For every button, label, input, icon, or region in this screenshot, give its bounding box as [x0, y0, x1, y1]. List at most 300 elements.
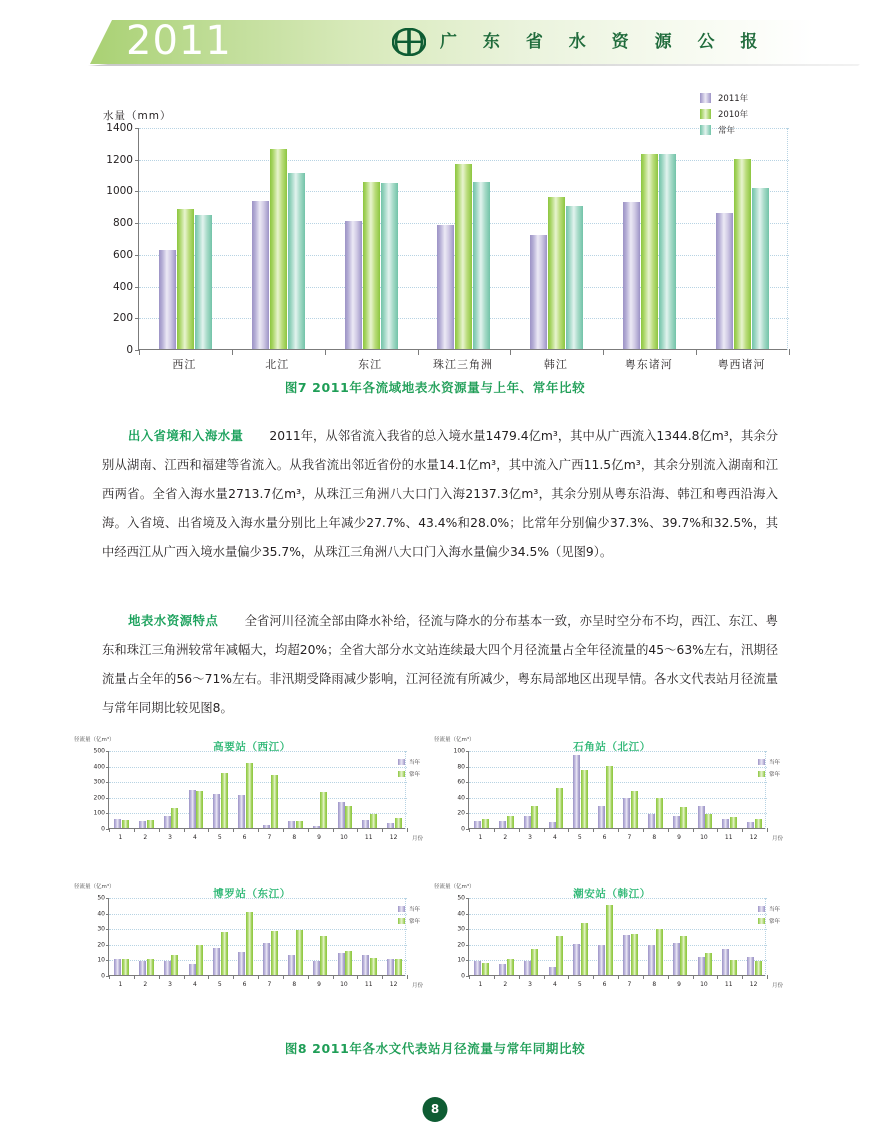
- subchart-bar: [288, 955, 295, 975]
- subchart-bar: [581, 923, 588, 975]
- subchart-y-tick-label: 50: [97, 894, 105, 902]
- subchart-legend-item: [758, 757, 780, 766]
- subchart-x-tick: [333, 828, 334, 832]
- subchart-bar: [673, 943, 680, 975]
- subchart-x-tick: [717, 828, 718, 832]
- subchart-legend-swatch: [758, 918, 765, 924]
- paragraph-surface-water-features: [102, 607, 778, 723]
- subchart-legend-label: 当年: [408, 759, 420, 766]
- subchart-boluo: [72, 882, 432, 1000]
- subchart-bar-group: [333, 750, 358, 828]
- subchart-bar-group: [184, 750, 209, 828]
- subchart-x-tick: [618, 828, 619, 832]
- subchart-x-label: 7: [267, 981, 272, 988]
- subchart-x-tick: [283, 828, 284, 832]
- subchart-x-label: 10: [340, 981, 348, 988]
- subchart-x-tick: [208, 828, 209, 832]
- subchart-x-label: 12: [749, 834, 758, 841]
- subchart-bar-group: [208, 750, 233, 828]
- subchart-x-tick: [233, 975, 234, 979]
- subchart-x-tick: [643, 828, 644, 832]
- subchart-bar: [221, 932, 228, 975]
- fig7-bar-group: [139, 127, 232, 349]
- subchart-bar: [598, 945, 605, 975]
- subchart-bar: [531, 806, 538, 828]
- subchart-bar-group: [134, 750, 159, 828]
- fig7-x-tick: [232, 349, 233, 355]
- subchart-title: 高要站（西江）: [213, 741, 291, 753]
- subchart-bar: [549, 822, 556, 828]
- fig7-legend-item: [700, 123, 748, 136]
- subchart-bar: [499, 821, 506, 828]
- subchart-x-label: 12: [389, 834, 398, 841]
- subchart-bar: [722, 949, 729, 975]
- subchart-bar: [673, 816, 680, 828]
- fig7-bar: [752, 188, 769, 349]
- subchart-x-label: 6: [242, 981, 247, 988]
- subchart-bar: [631, 934, 638, 975]
- fig7-bar: [548, 197, 565, 349]
- subchart-bar: [171, 808, 178, 828]
- fig7-bar-group: [510, 127, 603, 349]
- subchart-bar: [122, 959, 129, 975]
- subchart-bar-group: [618, 750, 643, 828]
- subchart-y-tick-label: 300: [93, 778, 105, 786]
- subchart-gaoyao: [72, 735, 432, 853]
- subchart-x-tick: [469, 975, 470, 979]
- subchart-bar: [648, 814, 655, 828]
- subchart-x-label: 11: [364, 981, 373, 988]
- subchart-x-label: 5: [217, 834, 222, 841]
- fig7-legend-swatch: [700, 125, 711, 135]
- subchart-legend-swatch: [758, 906, 765, 912]
- subchart-bar: [705, 814, 712, 828]
- subchart-bar: [370, 814, 377, 828]
- subchart-x-tick: [544, 975, 545, 979]
- fig7-bar: [734, 159, 751, 349]
- subchart-bar: [598, 806, 605, 828]
- subchart-bar-group: [233, 897, 258, 975]
- fig7-x-label: 粤西诸河: [717, 358, 766, 371]
- subchart-bar-group: [593, 750, 618, 828]
- subchart-bar: [345, 806, 352, 828]
- subchart-bar-group: [494, 897, 519, 975]
- subchart-x-label: 5: [577, 981, 582, 988]
- subchart-x-label: 8: [652, 834, 657, 841]
- subchart-bar: [623, 935, 630, 975]
- subchart-x-label: 8: [292, 981, 297, 988]
- subchart-bar-group: [159, 750, 184, 828]
- subchart-bar: [656, 929, 663, 975]
- subchart-bar-group: [283, 750, 308, 828]
- subchart-bar: [164, 961, 171, 975]
- subchart-bar: [139, 961, 146, 975]
- subchart-bar-group: [357, 897, 382, 975]
- subchart-x-label: 1: [478, 981, 483, 988]
- fig7-x-tick: [510, 349, 511, 355]
- subchart-bar: [221, 773, 228, 828]
- fig7-legend-swatch: [700, 109, 711, 119]
- subchart-bar-group: [618, 897, 643, 975]
- subchart-legend-label: 当年: [768, 759, 780, 766]
- subchart-x-tick: [357, 975, 358, 979]
- fig7-y-tick-label: 600: [112, 248, 133, 261]
- subchart-bar: [747, 957, 754, 975]
- fig7-bar-group: [696, 127, 789, 349]
- subchart-bar: [320, 936, 327, 975]
- subchart-x-tick: [544, 828, 545, 832]
- subchart-x-label: 2: [143, 981, 148, 988]
- subchart-bar: [147, 820, 154, 828]
- subchart-bar: [246, 763, 253, 828]
- subchart-x-label: 6: [602, 834, 607, 841]
- fig7-y-axis-unit: 水量（mm）: [103, 110, 172, 122]
- fig7-bar-group: [418, 127, 511, 349]
- subchart-bar-group: [308, 897, 333, 975]
- subchart-bar: [271, 775, 278, 828]
- subchart-x-tick: [159, 975, 160, 979]
- subchart-bar: [164, 816, 171, 828]
- subchart-bar: [320, 792, 327, 828]
- subchart-x-tick: [568, 828, 569, 832]
- subchart-x-label: 2: [503, 834, 508, 841]
- subchart-bar-group: [717, 897, 742, 975]
- subchart-x-label: 7: [267, 834, 272, 841]
- fig7-bar-group: [603, 127, 696, 349]
- subchart-bar: [755, 819, 762, 828]
- subchart-bar: [648, 945, 655, 975]
- subchart-bar: [213, 948, 220, 975]
- subchart-bar: [271, 931, 278, 975]
- subchart-x-tick: [643, 975, 644, 979]
- subchart-bar: [147, 959, 154, 975]
- subchart-bar: [370, 958, 377, 975]
- subchart-bar: [196, 791, 203, 828]
- subchart-legend-item: [758, 769, 780, 778]
- subchart-x-axis-unit: 月份: [412, 836, 424, 842]
- fig7-legend: [700, 91, 748, 139]
- subchart-x-tick: [407, 975, 408, 979]
- fig7-bar: [159, 250, 176, 349]
- paragraph-inflow-outflow: [102, 422, 778, 567]
- subchart-bar: [263, 943, 270, 975]
- subchart-x-label: 11: [724, 981, 733, 988]
- paragraph-2-lead: 地表水资源特点: [128, 614, 219, 628]
- subchart-bar-group: [357, 750, 382, 828]
- subchart-bar: [122, 820, 129, 828]
- subchart-title: 潮安站（韩江）: [573, 888, 651, 900]
- subchart-legend-label: 当年: [768, 906, 780, 913]
- subchart-x-tick: [494, 975, 495, 979]
- subchart-legend: [758, 904, 780, 928]
- subchart-x-label: 6: [602, 981, 607, 988]
- subchart-bar-group: [109, 750, 134, 828]
- subchart-y-tick-label: 100: [93, 809, 105, 817]
- subchart-y-tick-label: 40: [97, 910, 105, 918]
- fig7-bar-group: [232, 127, 325, 349]
- fig7-y-tick-label: 1200: [106, 153, 133, 166]
- subchart-bar-group: [494, 750, 519, 828]
- subchart-x-label: 4: [192, 981, 197, 988]
- subchart-legend-label: 常年: [768, 918, 780, 925]
- subchart-x-tick: [208, 975, 209, 979]
- fig7-caption: 图7 2011年各流域地表水资源量与上年、常年比较: [284, 380, 586, 395]
- subchart-legend-item: [758, 904, 780, 913]
- subchart-y-tick-label: 100: [453, 747, 465, 755]
- subchart-x-label: 6: [242, 834, 247, 841]
- subchart-y-tick-label: 10: [97, 956, 105, 964]
- subchart-bar-group: [208, 897, 233, 975]
- header-underline: [88, 64, 860, 66]
- subchart-x-label: 1: [118, 834, 123, 841]
- subchart-x-label: 7: [627, 834, 632, 841]
- subchart-legend-swatch: [758, 771, 765, 777]
- fig7-x-tick: [418, 349, 419, 355]
- subchart-bar-group: [308, 750, 333, 828]
- subchart-x-axis-unit: 月份: [412, 983, 424, 989]
- subchart-x-tick: [519, 975, 520, 979]
- subchart-bar: [747, 822, 754, 828]
- subchart-bar-group: [593, 897, 618, 975]
- fig7-bar: [381, 183, 398, 349]
- subchart-x-tick: [283, 975, 284, 979]
- subchart-bar: [524, 816, 531, 828]
- subchart-x-label: 8: [652, 981, 657, 988]
- fig7-bar: [195, 215, 212, 349]
- subchart-legend-swatch: [398, 906, 405, 912]
- fig7-legend-label: 2010年: [718, 109, 749, 120]
- subchart-x-tick: [469, 828, 470, 832]
- page-number-badge: 8: [423, 1097, 448, 1122]
- subchart-x-label: 3: [528, 981, 532, 988]
- subchart-bar-group: [568, 750, 593, 828]
- subchart-y-tick-label: 500: [93, 747, 105, 755]
- subchart-bar: [296, 821, 303, 828]
- fig7-bar: [623, 202, 640, 349]
- fig7-legend-item: [700, 91, 748, 104]
- subchart-bar-group: [544, 750, 569, 828]
- subchart-x-tick: [258, 828, 259, 832]
- subchart-x-label: 12: [749, 981, 758, 988]
- subchart-x-tick: [693, 828, 694, 832]
- subchart-x-tick: [407, 828, 408, 832]
- subchart-x-label: 8: [292, 834, 297, 841]
- subchart-legend-label: 常年: [768, 771, 780, 778]
- subchart-bar: [196, 945, 203, 975]
- fig7-bar: [252, 201, 269, 349]
- subchart-x-tick: [134, 828, 135, 832]
- fig7-bar: [641, 154, 658, 349]
- subchart-title: 石角站（北江）: [573, 741, 651, 753]
- subchart-x-label: 3: [168, 834, 172, 841]
- subchart-x-tick: [382, 828, 383, 832]
- page-title: 广 东 省 水 资 源 公 报: [440, 32, 768, 52]
- subchart-bar-group: [109, 897, 134, 975]
- subchart-y-tick-label: 40: [457, 910, 465, 918]
- subchart-x-tick: [618, 975, 619, 979]
- subchart-bar: [705, 953, 712, 975]
- subchart-bar-group: [233, 750, 258, 828]
- subchart-x-label: 1: [478, 834, 483, 841]
- subchart-legend-swatch: [398, 759, 405, 765]
- subchart-chaoan: [432, 882, 792, 1000]
- subchart-x-tick: [184, 828, 185, 832]
- subchart-x-tick: [668, 828, 669, 832]
- subchart-bar: [573, 755, 580, 828]
- subchart-y-tick-label: 80: [457, 763, 465, 771]
- subchart-x-tick: [593, 828, 594, 832]
- fig7-bar: [659, 154, 676, 349]
- fig7-bar: [345, 221, 362, 349]
- subchart-bar: [482, 963, 489, 975]
- subchart-bar: [387, 959, 394, 975]
- subchart-x-label: 4: [552, 834, 557, 841]
- subchart-legend-swatch: [758, 759, 765, 765]
- subchart-x-tick: [668, 975, 669, 979]
- fig7-bar: [566, 206, 583, 350]
- fig7-bar-group: [325, 127, 418, 349]
- subchart-y-tick-label: 20: [457, 809, 465, 817]
- subchart-y-tick-label: 30: [457, 925, 465, 933]
- subchart-x-tick: [767, 828, 768, 832]
- subchart-bar-group: [134, 897, 159, 975]
- subchart-y-tick-label: 30: [97, 925, 105, 933]
- fig7-chart: [0, 86, 870, 386]
- subchart-y-tick-label: 0: [101, 825, 105, 833]
- subchart-bar: [114, 819, 121, 828]
- subchart-bar-group: [668, 897, 693, 975]
- subchart-bar: [189, 790, 196, 828]
- subchart-x-label: 5: [577, 834, 582, 841]
- subchart-x-label: 11: [364, 834, 373, 841]
- fig7-x-label: 珠江三角洲: [433, 358, 493, 371]
- subchart-legend-item: [398, 904, 420, 913]
- subchart-bar: [238, 952, 245, 975]
- subchart-bar: [338, 953, 345, 975]
- subchart-bar: [246, 912, 253, 975]
- subchart-bar-group: [519, 750, 544, 828]
- subchart-x-tick: [357, 828, 358, 832]
- subchart-bar: [313, 826, 320, 828]
- subchart-bar: [482, 819, 489, 828]
- subchart-x-tick: [258, 975, 259, 979]
- subchart-bar: [296, 930, 303, 975]
- subchart-y-tick-label: 40: [457, 794, 465, 802]
- fig7-x-label: 韩江: [543, 358, 568, 371]
- subchart-bar: [362, 955, 369, 975]
- subchart-legend-item: [758, 916, 780, 925]
- fig7-y-tick-label: 1000: [106, 185, 133, 198]
- subchart-bar: [556, 936, 563, 975]
- subchart-bar: [722, 819, 729, 828]
- subchart-y-tick-label: 50: [457, 894, 465, 902]
- subchart-x-tick: [159, 828, 160, 832]
- subchart-bar: [573, 944, 580, 975]
- subchart-bar: [680, 936, 687, 975]
- subchart-bar-group: [643, 897, 668, 975]
- subchart-x-label: 3: [168, 981, 172, 988]
- fig7-legend-label: 2011年: [718, 93, 749, 104]
- fig8-caption: 图8 2011年各水文代表站月径流量与常年同期比较: [284, 1041, 586, 1056]
- subchart-x-tick: [308, 828, 309, 832]
- subchart-bar: [263, 825, 270, 828]
- subchart-bar: [189, 964, 196, 975]
- subchart-bar: [139, 821, 146, 828]
- fig7-legend-item: [700, 107, 748, 120]
- fig7-bar: [473, 182, 490, 349]
- subchart-bar: [698, 957, 705, 975]
- subchart-y-tick-label: 0: [101, 972, 105, 980]
- subchart-bar: [507, 959, 514, 975]
- fig7-x-tick: [696, 349, 697, 355]
- fig7-bar: [288, 173, 305, 349]
- subchart-legend-item: [398, 769, 420, 778]
- subchart-bar-group: [184, 897, 209, 975]
- subchart-bar: [213, 794, 220, 828]
- subchart-bar-group: [258, 750, 283, 828]
- subchart-bar: [395, 818, 402, 828]
- subchart-x-tick: [742, 828, 743, 832]
- subchart-x-tick: [593, 975, 594, 979]
- subchart-bar: [680, 807, 687, 828]
- fig7-y-tick-label: 400: [112, 280, 133, 293]
- fig7-bar: [270, 149, 287, 349]
- subchart-x-label: 10: [700, 981, 708, 988]
- subchart-bar: [313, 961, 320, 975]
- fig7-bar: [530, 235, 547, 349]
- fig7-y-tick-label: 200: [112, 312, 133, 325]
- subchart-x-label: 2: [503, 981, 508, 988]
- subchart-x-tick: [568, 975, 569, 979]
- subchart-bar-group: [544, 897, 569, 975]
- subchart-bar-group: [568, 897, 593, 975]
- fig7-legend-swatch: [700, 93, 711, 103]
- paragraph-2-text: 全省河川径流全部由降水补给，径流与降水的分布基本一致，亦呈时空分布不均，西江、东江、粤东和珠江三角洲较常年减幅大，均超20%；全省大部分水文站连续最大四个月径流量占全年径流量的45～63%左右，汛期径流量占全年的56～71%左右。非汛期受降雨减少影响，江河径流有所减少，粤东局部地区出现旱情。各水文代表站月径流量与常年同期比较见图8。: [102, 614, 778, 715]
- subchart-bar: [730, 960, 737, 975]
- subchart-y-tick-label: 20: [97, 941, 105, 949]
- subchart-y-axis-unit: 径流量（亿m³）: [74, 884, 115, 890]
- subchart-bar: [631, 791, 638, 828]
- subchart-y-axis-unit: 径流量（亿m³）: [434, 884, 475, 890]
- header-year: 2011: [126, 18, 232, 64]
- subchart-x-tick: [184, 975, 185, 979]
- subchart-y-tick-label: 10: [457, 956, 465, 964]
- subchart-legend: [398, 757, 420, 781]
- subchart-bar: [338, 802, 345, 828]
- subchart-bar-group: [469, 750, 494, 828]
- subchart-bar-group: [333, 897, 358, 975]
- subchart-x-label: 11: [724, 834, 733, 841]
- subchart-legend: [758, 757, 780, 781]
- fig7-y-tick-label: 1400: [106, 122, 133, 134]
- subchart-bar: [606, 766, 613, 828]
- fig7-x-label: 北江: [265, 358, 290, 371]
- subchart-x-label: 4: [552, 981, 557, 988]
- fig7-bar: [455, 164, 472, 349]
- subchart-bar: [623, 798, 630, 828]
- subchart-bar: [345, 951, 352, 975]
- subchart-x-tick: [333, 975, 334, 979]
- subchart-y-tick-label: 400: [93, 763, 105, 771]
- subchart-y-tick-label: 200: [93, 794, 105, 802]
- subchart-shijiao: [432, 735, 792, 853]
- fig7-x-label: 西江: [172, 358, 197, 371]
- subchart-bar: [524, 961, 531, 975]
- fig7-plot-area: [106, 122, 788, 356]
- subchart-bar: [606, 905, 613, 975]
- subchart-bar: [730, 817, 737, 828]
- subchart-title: 博罗站（东江）: [213, 888, 291, 900]
